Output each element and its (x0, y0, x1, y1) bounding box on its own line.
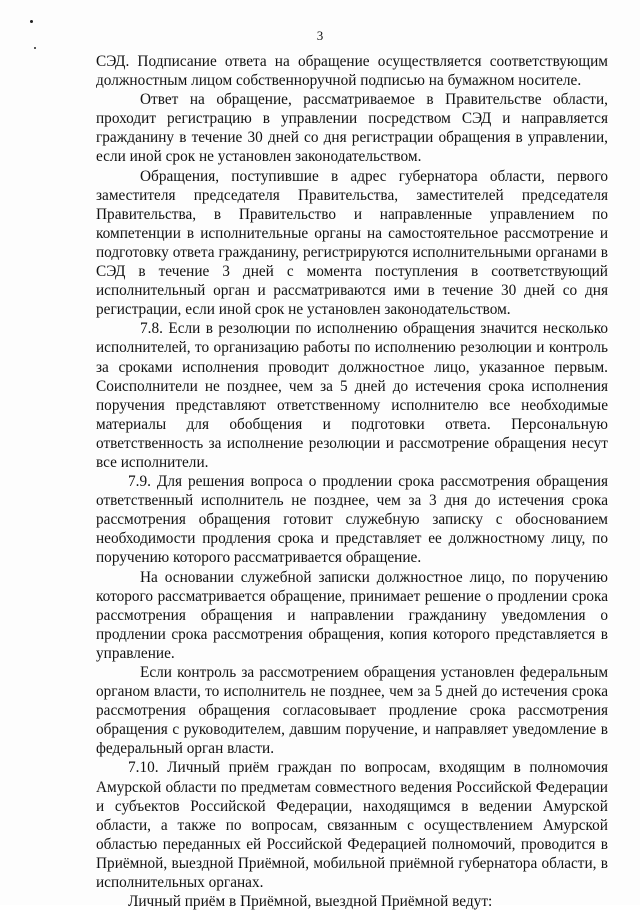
document-body (96, 52, 608, 911)
paragraph: Если контроль за рассмотрением обращения установлен федеральным органом власти, то исполнитель не позднее, чем за 5 дней до истечения срока рассмотрения обращения согласовывает продление срока рассмотрения обращения с руководителем, давшим поручение, и направляет уведомление в федеральный орган власти. (96, 664, 608, 758)
paragraph: Личный приём в Приёмной, выездной Приёмной ведут: (128, 893, 493, 911)
paragraph: На основании служебной записки должностное лицо, по поручению которого рассматривается обращение, принимает решение о продлении срока рассмотрения обращения и направлении гражданину уведомления о продлении срока рассмотрения обращения, копия которого представляется в управление. (96, 568, 608, 662)
page-number: 3 (316, 28, 324, 43)
paragraph: Ответ на обращение, рассматриваемое в Правительстве области, проходит регистрацию в управлении посредством СЭД и направляется гражданину в течение 30 дней со дня регистрации обращения в управлении, если иной срок не установлен законодательством. (96, 91, 608, 166)
paragraph: 7.8. Если в резолюции по исполнению обращения значится несколько исполнителей, то организацию работы по исполнению резолюции и контроль за сроками исполнения проводит должностное лицо, указанное первым. Соисполнители не позднее, чем за 5 дней до истечения срока исполнения поручения представляют ответственному исполнителю все необходимые материалы для обобщения и подготовки ответа. Персональную ответственность за исполнение резолюции и рассмотрение обращения несут все исполнители. (96, 320, 608, 471)
paragraph: Обращения, поступившие в адрес губернатора области, первого заместителя председателя Правительства, заместителей председателя Правительства, в Правительство и направленные управлением по компетенции в исполнительные органы на самостоятельное рассмотрение и подготовку ответа гражданину, регистрируются исполнительными органами в СЭД в течение 3 дней с момента поступления в соответствующий исполнительный орган и рассматриваются ими в течение 30 дней со дня регистрации, если иной срок не установлен законодательством. (96, 167, 608, 319)
paragraph: СЭД. Подписание ответа на обращение осуществляется соответствующим должностным лицом собственноручной подписью на бумажном носителе. (96, 53, 608, 90)
paragraph: 7.10. Личный приём граждан по вопросам, входящим в полномочия Амурской области по предметам совместного ведения Российской Федерации и субъектов Российской Федерации, находящимся в ведении Амурской области, а также по вопросам, связанным с осуществлением Амурской областью переданных ей Российской Федерацией полномочий, проводится в Приёмной, выездной Приёмной, мобильной приёмной губернатора области, в исполнительных органах. (96, 759, 608, 892)
scan-speck (34, 47, 36, 49)
scan-speck (30, 20, 33, 23)
paragraph: 7.9. Для решения вопроса о продлении срока рассмотрения обращения ответственный исполнитель не позднее, чем за 3 дня до истечения срока рассмотрения обращения готовит служебную записку с обоснованием необходимости продления срока и представляет ее должностному лицу, по поручению которого рассматривается обращение. (96, 473, 608, 567)
